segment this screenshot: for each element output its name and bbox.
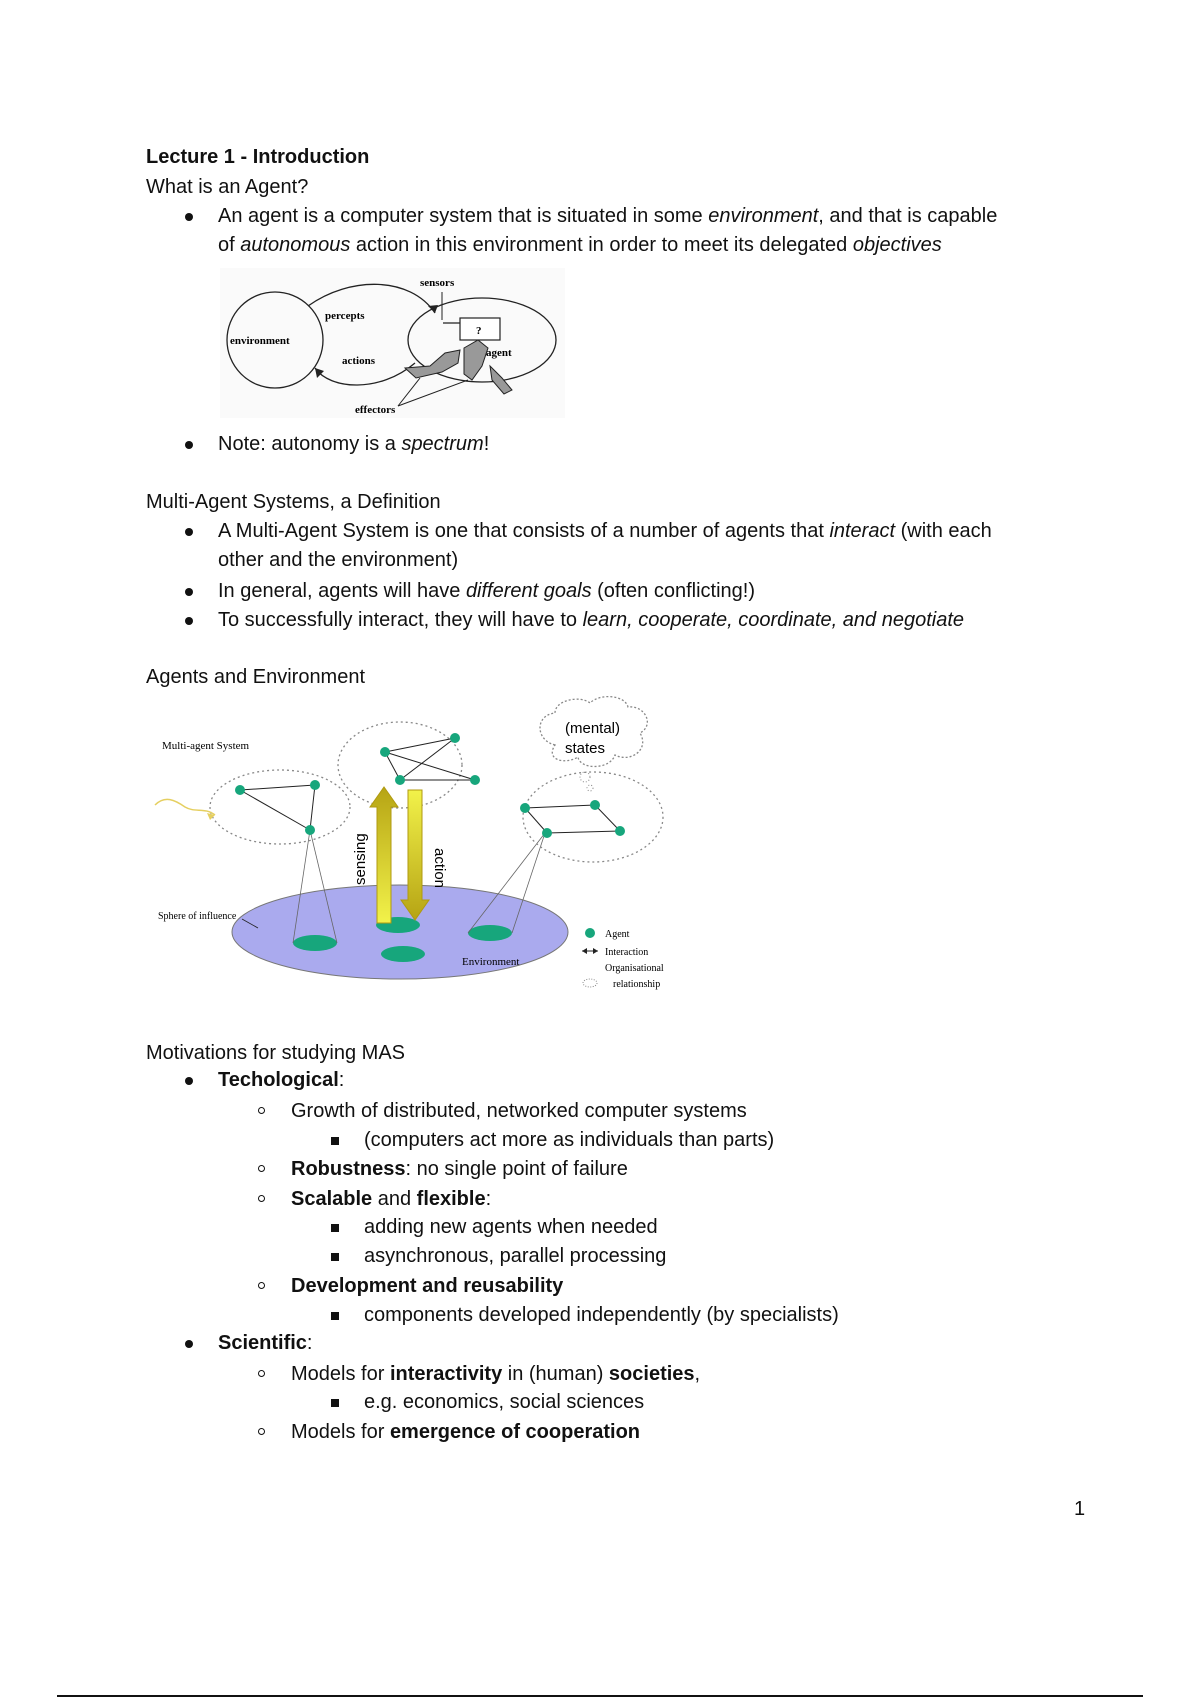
models-cooperation: Models for emergence of cooperation xyxy=(291,1421,640,1443)
legend-org1: Organisational xyxy=(605,963,664,974)
org-group-left xyxy=(210,770,350,844)
legend-agent-dot xyxy=(585,928,595,938)
agent-node xyxy=(470,775,480,785)
squiggle-arrow xyxy=(155,799,215,815)
models-sub: e.g. economics, social sciences xyxy=(364,1391,645,1413)
agent-node xyxy=(380,747,390,757)
label-sensing: sensing xyxy=(352,833,369,885)
label-agent: agent xyxy=(486,347,512,359)
bullet-dot xyxy=(185,617,193,625)
legend-org-ellipse xyxy=(583,979,597,987)
heading-agents-environment: Agents and Environment xyxy=(146,666,366,688)
development-item: Development and reusability xyxy=(291,1275,564,1297)
bullet-square xyxy=(331,1224,339,1232)
mas-goals: In general, agents will have different goals (often conflicting!) xyxy=(218,580,755,602)
label-states: states xyxy=(565,740,606,757)
bullet-dot xyxy=(185,441,193,449)
agent-definition-line1: An agent is a computer system that is situated in some environment, and that is capable xyxy=(218,205,998,227)
label-effectors: effectors xyxy=(355,404,396,416)
bullet-square xyxy=(331,1312,339,1320)
models-interactivity: Models for interactivity in (human) societies, xyxy=(291,1363,701,1385)
robustness-item: Robustness: no single point of failure xyxy=(291,1158,628,1180)
bullet-circle xyxy=(258,1165,265,1172)
bullet-dot xyxy=(185,528,193,536)
bottom-rule xyxy=(57,1695,1143,1697)
label-sensors: sensors xyxy=(420,277,455,289)
mas-def-line1: A Multi-Agent System is one that consists of a number of agents that interact (with each xyxy=(218,520,992,542)
label-actions: actions xyxy=(342,355,375,367)
label-action: action xyxy=(431,848,448,889)
bullet-circle xyxy=(258,1282,265,1289)
action-arrow xyxy=(401,790,429,920)
scalable-sub2: asynchronous, parallel processing xyxy=(364,1245,667,1267)
bullet-square xyxy=(331,1253,339,1261)
legend-agent: Agent xyxy=(605,929,630,940)
agent-definition-line2: of autonomous action in this environment in order to meet its delegated objectives xyxy=(218,234,942,256)
scalable-sub1: adding new agents when needed xyxy=(364,1216,658,1238)
bullet-dot xyxy=(185,1340,193,1348)
agent-node xyxy=(395,775,405,785)
bullet-circle xyxy=(258,1195,265,1202)
heading-what-is-agent: What is an Agent? xyxy=(146,176,309,198)
label-multi-agent-system: Multi-agent System xyxy=(162,740,250,752)
sphere-patch4 xyxy=(468,925,512,941)
agent-environment-diagram xyxy=(220,268,565,418)
agent-node xyxy=(615,826,625,836)
label-environment: environment xyxy=(230,335,290,347)
bullet-circle xyxy=(258,1428,265,1435)
page-number: 1 xyxy=(1074,1498,1086,1520)
bullet-circle xyxy=(258,1107,265,1114)
mas-environment-diagram xyxy=(150,695,700,1000)
bullet-circle xyxy=(258,1370,265,1377)
bullet-dot xyxy=(185,588,193,596)
sphere-patch3 xyxy=(381,946,425,962)
heading-motivations: Motivations for studying MAS xyxy=(146,1042,405,1064)
agent-node xyxy=(520,803,530,813)
bullet-dot xyxy=(185,213,193,221)
heading-mas-definition: Multi-Agent Systems, a Definition xyxy=(146,491,441,513)
scientific-label: Scientific: xyxy=(218,1332,313,1354)
legend-org2: relationship xyxy=(613,979,661,990)
development-sub: components developed independently (by specialists) xyxy=(364,1304,839,1326)
page-title: Lecture 1 - Introduction xyxy=(146,146,370,168)
autonomy-note: Note: autonomy is a spectrum! xyxy=(218,433,490,455)
growth-sub: (computers act more as individuals than parts) xyxy=(364,1129,775,1151)
org-group-right xyxy=(523,772,663,862)
label-percepts: percepts xyxy=(325,310,365,322)
label-sphere-influence: Sphere of influence xyxy=(158,911,237,922)
mas-def-line2: other and the environment) xyxy=(218,549,459,571)
technological-label: Techological: xyxy=(218,1069,345,1091)
agent-node xyxy=(310,780,320,790)
org-group-middle xyxy=(338,722,462,808)
agent-node xyxy=(450,733,460,743)
growth-item: Growth of distributed, networked computer systems xyxy=(291,1100,747,1122)
scalable-item: Scalable and flexible: xyxy=(291,1188,492,1210)
label-environment-plane: Environment xyxy=(462,956,520,968)
bullet-square xyxy=(331,1137,339,1145)
agent-node xyxy=(305,825,315,835)
agent-node xyxy=(542,828,552,838)
agent-node xyxy=(235,785,245,795)
label-mental: (mental) xyxy=(565,720,621,737)
legend-interaction: Interaction xyxy=(605,947,649,958)
label-question: ? xyxy=(476,325,482,337)
mas-interact: To successfully interact, they will have to learn, cooperate, coordinate, and negotiate xyxy=(218,609,964,631)
bullet-square xyxy=(331,1399,339,1407)
sphere-patch1 xyxy=(293,935,337,951)
agent-node xyxy=(590,800,600,810)
bullet-dot xyxy=(185,1077,193,1085)
